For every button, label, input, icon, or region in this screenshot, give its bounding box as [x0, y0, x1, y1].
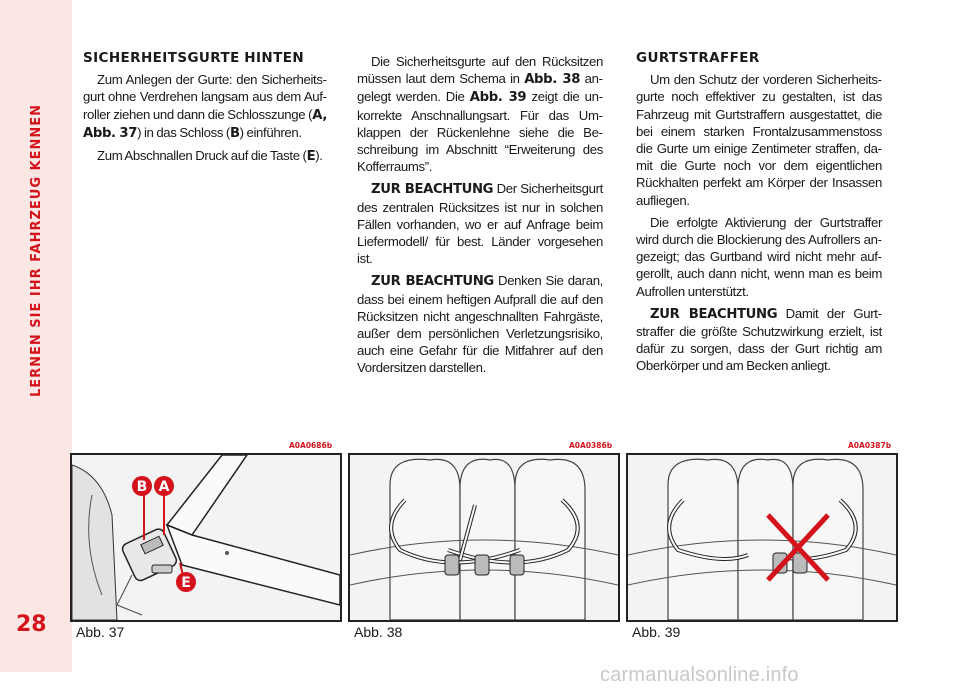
paragraph: Die Sicherheitsgurte auf den Rücksitzen müssen laut dem Schema in Abb. 38 angelegt werden. Die Abb. 39 zeigt die unkorrekte Anschnallungsart. Für das Umklappen der Rückenlehne siehe die Beschreibung im Abschnitt “Erweiterung des Kofferraums”.	[357, 54, 603, 175]
note-paragraph: ZUR BEACHTUNG Damit der Gurtstraffer die größte Schutzwirkung erzielt, ist dafür zu sorgen, dass der Gurt richtig am Oberkörper und am Becken anliegt.	[636, 305, 882, 374]
note-label: ZUR BEACHTUNG	[371, 182, 494, 198]
label-a: A	[158, 479, 170, 495]
note-paragraph: ZUR BEACHTUNG Denken Sie daran, dass bei einem heftigen Aufprall die auf den Rücksitzen nicht angeschnallten Fahrgäste, außer dem persönlichen Verletzungsrisiko, auch eine Gefahr für die Mitfahrer auf den Vordersitzen darstellen.	[357, 273, 603, 376]
column-rear-belts-cont	[357, 53, 603, 382]
figure-code: A0A0387b	[848, 441, 892, 450]
paragraph: Die erfolgte Aktivierung der Gurtstraffer wird durch die Blockierung des Aufrollers angezeigt; das Gurtband wird nicht mehr aufgerollt, auch dann nicht, wenn man es beim Aufrollen unterstützt.	[636, 214, 882, 299]
reference: Abb. 38	[524, 72, 581, 88]
reference: Abb. 39	[469, 90, 527, 106]
incorrect-belts-illustration	[628, 455, 896, 620]
figure-code: A0A0686b	[289, 441, 333, 450]
column-rear-belts	[83, 50, 327, 170]
heading-rear-belts: SICHERHEITSGURTE HINTEN	[83, 50, 305, 66]
reference: A, Abb. 37	[83, 107, 327, 141]
figure-caption: Abb. 39	[632, 624, 681, 640]
reference: B	[229, 125, 240, 141]
section-title	[22, 60, 52, 440]
note-paragraph: ZUR BEACHTUNG Der Sicherheitsgurt des zentralen Rücksitzes ist nur in solchen Fällen vorhanden, wo er auf Anfrage beim Liefermodell/ für best. Länder vorgesehen ist.	[357, 181, 604, 267]
buckle-illustration	[72, 455, 340, 620]
watermark: carmanualsonline.info	[600, 664, 799, 686]
section-title-text: LERNEN SIE IHR FAHRZEUG KENNEN	[29, 103, 45, 397]
paragraph: Um den Schutz der vorderen Sicherheitsgurte noch effektiver zu gestalten, ist das Fahrzeug mit Gurtstraffern ausgestattet, die bei einem starken Frontalzusammenstoss die Gurte um einige Zentimeter straffen, damit die Gurte noch vor dem eigentlichen Rückhalten perfekt am Körper der Insassen aufliegen.	[636, 72, 882, 208]
heading-pretensioner: GURTSTRAFFER	[636, 50, 760, 66]
label-e: E	[181, 575, 191, 591]
figure-abb-39	[626, 453, 898, 622]
page-number: 28	[16, 612, 47, 637]
label-b: B	[136, 479, 148, 495]
figure-caption: Abb. 37	[76, 624, 125, 640]
reference: E	[306, 149, 316, 165]
figure-abb-38	[348, 453, 620, 622]
figure-abb-37	[70, 453, 342, 622]
figure-caption: Abb. 38	[354, 624, 403, 640]
figure-code: A0A0386b	[569, 441, 613, 450]
column-pretensioner	[636, 50, 882, 380]
paragraph: Zum Abschnallen Druck auf die Taste (E).	[97, 148, 323, 165]
correct-belts-illustration	[350, 455, 618, 620]
note-label: ZUR BEACHTUNG	[371, 274, 494, 290]
paragraph: Zum Anlegen der Gurte: den Sicherheitsgurt ohne Verdrehen langsam aus dem Aufroller ziehen und dann die Schlosszunge (A, Abb. 37) in das Schloss (B) einführen.	[83, 72, 327, 141]
note-label: ZUR BEACHTUNG	[650, 306, 778, 322]
